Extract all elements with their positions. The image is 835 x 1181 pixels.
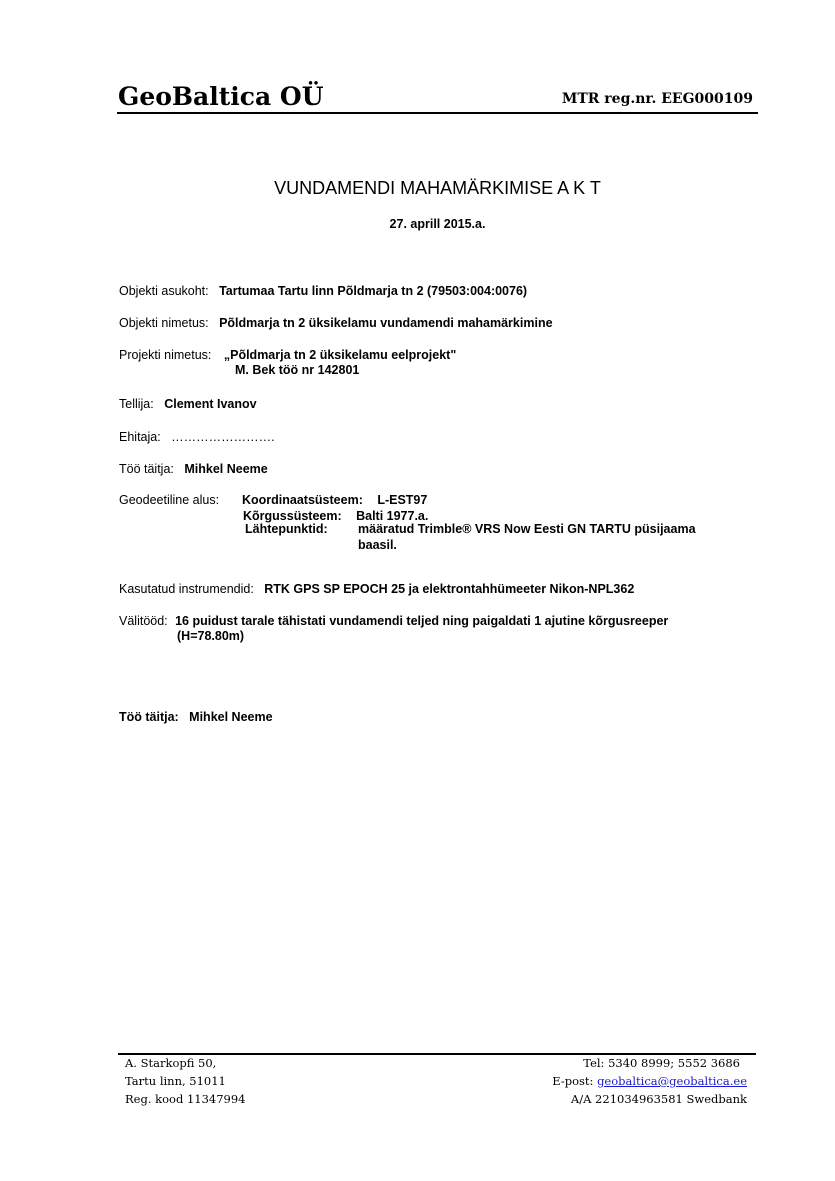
height-label: Kõrgussüsteem:	[243, 509, 342, 523]
object-label: Objekti nimetus:	[119, 316, 209, 330]
mtr-registration: MTR reg.nr. EEG000109	[561, 91, 753, 107]
builder-label: Ehitaja:	[119, 430, 161, 444]
points-label: Lähtepunktid:	[245, 522, 328, 536]
document-date: 27. aprill 2015.a.	[389, 217, 486, 231]
footer-address-line1: A. Starkopfi 50,	[125, 1056, 217, 1070]
fieldwork-value-line1: 16 puidust tarale tähistati vundamendi teljed ning paigaldati 1 ajutine kõrgusreeper	[175, 614, 669, 628]
project-row	[119, 346, 456, 364]
performer-label: Töö täitja:	[119, 462, 174, 476]
location-row	[119, 282, 527, 300]
location-value: Tartumaa Tartu linn Põldmarja tn 2 (79503:004:0076)	[219, 284, 528, 298]
instruments-label: Kasutatud instrumendid:	[119, 582, 254, 596]
location-label: Objekti asukoht:	[119, 284, 209, 298]
header-divider	[117, 112, 758, 114]
footer-phone: Tel: 5340 8999; 5552 3686	[583, 1056, 740, 1070]
performer-value: Mihkel Neeme	[184, 462, 268, 476]
fieldwork-value-line2: (H=78.80m)	[177, 629, 245, 643]
footer-email-link[interactable]: geobaltica@geobaltica.ee	[597, 1074, 747, 1088]
fieldwork-label: Välitööd:	[119, 614, 168, 628]
client-value: Clement Ivanov	[164, 397, 257, 411]
footer-address-line2: Tartu linn, 51011	[125, 1074, 226, 1088]
coord-label: Koordinaatsüsteem:	[242, 493, 363, 507]
footer-divider	[118, 1053, 756, 1055]
points-value-line2: baasil.	[358, 538, 397, 552]
signature-name: Mihkel Neeme	[189, 710, 273, 724]
builder-row	[119, 428, 275, 446]
geodetic-label: Geodeetiline alus:	[119, 493, 220, 507]
client-row	[119, 395, 257, 413]
document-title: VUNDAMENDI MAHAMÄRKIMISE A K T	[274, 178, 601, 198]
project-value-line2: M. Bek töö nr 142801	[235, 363, 360, 377]
signature-row	[119, 708, 273, 726]
footer-email-row	[552, 1074, 747, 1088]
coord-value: L-EST97	[377, 493, 428, 507]
signature-label: Töö täitja:	[119, 710, 179, 724]
object-value: Põldmarja tn 2 üksikelamu vundamendi mahamärkimine	[219, 316, 553, 330]
builder-value: …………………….	[171, 430, 275, 444]
performer-row	[119, 460, 268, 478]
object-row	[119, 314, 553, 332]
geodetic-row	[119, 491, 219, 509]
height-value: Balti 1977.a.	[356, 509, 429, 523]
instruments-row	[119, 580, 634, 598]
footer-email-label: E-post:	[552, 1074, 594, 1088]
points-value-line1: määratud Trimble® VRS Now Eesti GN TARTU püsijaama	[358, 522, 696, 536]
footer-bank: A/A 221034963581 Swedbank	[570, 1092, 747, 1106]
project-label: Projekti nimetus:	[119, 348, 212, 362]
instruments-value: RTK GPS SP EPOCH 25 ja elektrontahhümeeter Nikon-NPL362	[264, 582, 635, 596]
project-value-line1: „Põldmarja tn 2 üksikelamu eelprojekt"	[223, 348, 457, 362]
fieldwork-row	[119, 612, 668, 630]
client-label: Tellija:	[119, 397, 154, 411]
company-name: GeoBaltica OÜ	[118, 82, 324, 111]
footer-reg-code: Reg. kood 11347994	[125, 1092, 246, 1106]
